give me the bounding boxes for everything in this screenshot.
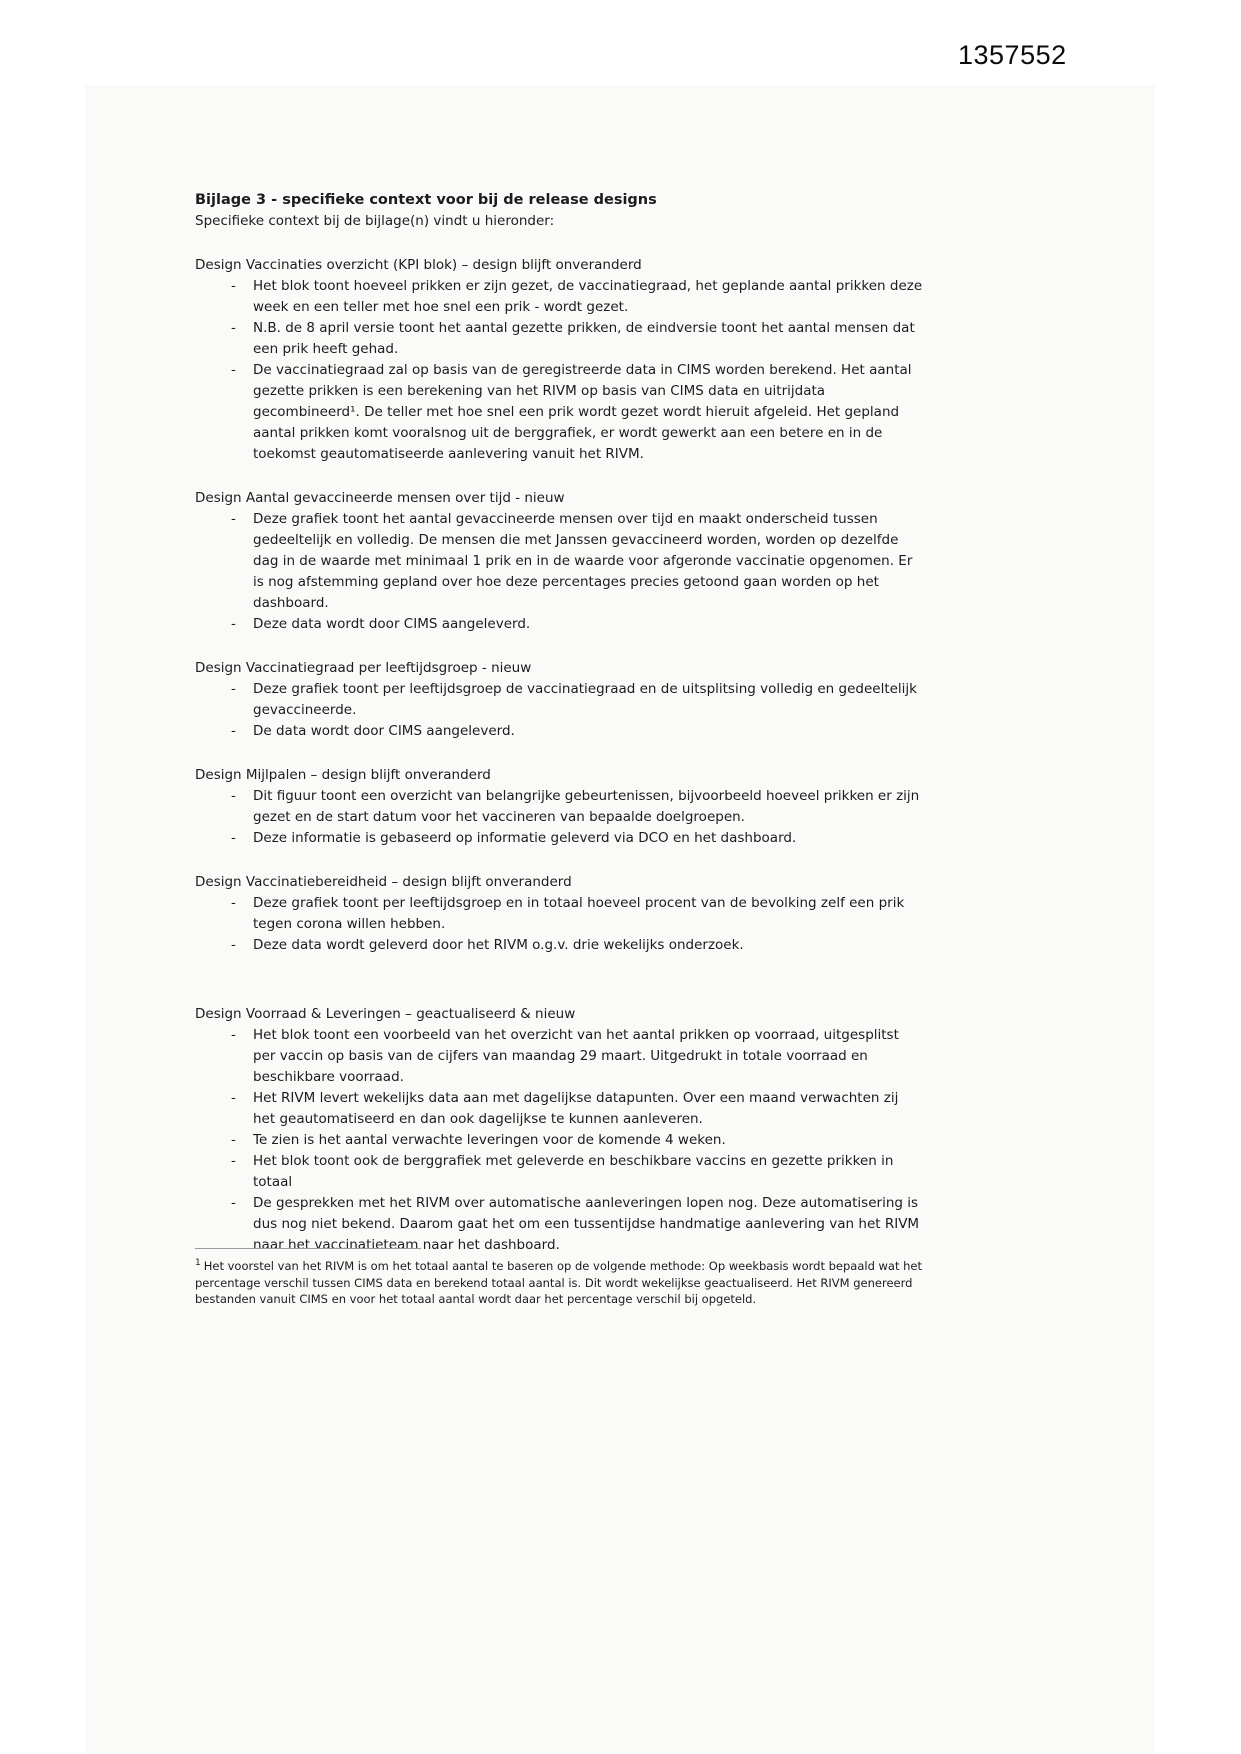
bullet-dash: - (231, 937, 236, 953)
bullet-text: Deze data wordt geleverd door het RIVM o.g.v. drie wekelijks onderzoek. (253, 937, 744, 953)
bullet-text: Het blok toont een voorbeeld van het overzicht van het aantal prikken op voorraad, uitgesplitst per vaccin op basis van de cijfers van maandag 29 maart. Uitgedrukt in totale voorraad en beschikbare voorraad. (253, 1027, 899, 1085)
bullet-dash: - (231, 788, 236, 804)
bullet-text: Deze grafiek toont per leeftijdsgroep de vaccinatiegraad en de uitsplitsing volledig en gedeeltelijk gevaccineerde. (253, 681, 917, 718)
bullet-text: Het RIVM levert wekelijks data aan met dagelijkse datapunten. Over een maand verwachten zij het geautomatiseerd en dan ook dagelijkse te kunnen aanleveren. (253, 1090, 899, 1127)
bullet-text: De gesprekken met het RIVM over automatische aanleveringen lopen nog. Deze automatisering is dus nog niet bekend. Daarom gaat het om een tussentijdse handmatige aanlevering van het RIVM naar het vaccinatieteam naar het dashboard. (253, 1195, 920, 1253)
section-heading: Design Vaccinaties overzicht (KPI blok) – design blijft onveranderd (195, 257, 642, 273)
section-heading: Design Aantal gevaccineerde mensen over tijd - nieuw (195, 490, 565, 506)
bullet-text: De data wordt door CIMS aangeleverd. (253, 723, 515, 739)
section-heading: Design Vaccinatiegraad per leeftijdsgroep - nieuw (195, 660, 532, 676)
footnote-text: Het voorstel van het RIVM is om het totaal aantal te baseren op de volgende methode: Op weekbasis wordt bepaald wat het percentage verschil tussen CIMS data en berekend totaal aantal is. Dit wordt wekelijkse geactualiseerd. Het RIVM genereerd bestanden vanuit CIMS en voor het totaal aantal wordt daar het percentage verschil bij opgeteld. (195, 1259, 923, 1306)
document-number: 1357552 (958, 40, 1067, 70)
bullet-text: Deze data wordt door CIMS aangeleverd. (253, 616, 531, 632)
bullet-dash: - (231, 1027, 236, 1043)
bullet-item (195, 679, 923, 721)
bullet-dash: - (231, 830, 236, 846)
bullet-item (195, 614, 923, 635)
bullet-item (195, 935, 923, 956)
bullet-text: Dit figuur toont een overzicht van belangrijke gebeurtenissen, bijvoorbeeld hoeveel prikken er zijn gezet en de start datum voor het vaccineren van bepaalde doelgroepen. (253, 788, 920, 825)
bullet-item (195, 1130, 923, 1151)
bullet-item (195, 721, 923, 742)
document-subtitle: Specifieke context bij de bijlage(n) vindt u hieronder: (195, 213, 555, 229)
footnote-text-block (195, 1258, 927, 1308)
bullet-dash: - (231, 320, 236, 336)
section (195, 765, 923, 849)
footnote-divider (195, 1248, 421, 1249)
bullet-text: Deze informatie is gebaseerd op informatie geleverd via DCO en het dashboard. (253, 830, 797, 846)
section (195, 872, 923, 956)
section (195, 255, 923, 465)
bullet-item (195, 1193, 923, 1256)
bullet-item (195, 1025, 923, 1088)
bullet-item (195, 276, 923, 318)
bullet-item (195, 786, 923, 828)
bullet-item (195, 828, 923, 849)
bullet-text: Te zien is het aantal verwachte leveringen voor de komende 4 weken. (253, 1132, 726, 1148)
bullet-dash: - (231, 1153, 236, 1169)
bullet-text: Het blok toont hoeveel prikken er zijn gezet, de vaccinatiegraad, het geplande aantal prikken deze week en een teller met hoe snel een prik - wordt gezet. (253, 278, 923, 315)
bullet-dash: - (231, 511, 236, 527)
footnote-marker: 1 (195, 1258, 201, 1269)
bullet-dash: - (231, 723, 236, 739)
bullet-item (195, 360, 923, 465)
bullet-item (195, 1151, 923, 1193)
document-title: Bijlage 3 - specifieke context voor bij de release designs (195, 192, 657, 208)
bullet-item (195, 893, 923, 935)
section (195, 658, 923, 742)
bullet-dash: - (231, 616, 236, 632)
section-heading: Design Mijlpalen – design blijft onveranderd (195, 767, 491, 783)
section (195, 1004, 923, 1256)
bullet-text: Deze grafiek toont het aantal gevaccineerde mensen over tijd en maakt onderscheid tussen gedeeltelijk en volledig. De mensen die met Janssen gevaccineerd worden, worden op dezelfde dag in de waarde met minimaal 1 prik en in de waarde voor afgeronde vaccinatie opgenomen. Er is nog afstemming gepland over hoe deze percentages precies getoond gaan worden op het dashboard. (253, 511, 913, 611)
bullet-dash: - (231, 1195, 236, 1211)
bullet-text: Het blok toont ook de berggrafiek met geleverde en beschikbare vaccins en gezette prikken in totaal (253, 1153, 894, 1190)
section-heading: Design Voorraad & Leveringen – geactualiseerd & nieuw (195, 1006, 576, 1022)
bullet-dash: - (231, 895, 236, 911)
bullet-text: De vaccinatiegraad zal op basis van de geregistreerde data in CIMS worden berekend. Het aantal gezette prikken is een berekening van het RIVM op basis van CIMS data en uitrijdata gecombineerd¹. De teller met hoe snel een prik wordt gezet wordt hieruit afgeleid. Het gepland aantal prikken komt vooralsnog uit de berggrafiek, er wordt gewerkt aan een betere en in de toekomst geautomatiseerde aanlevering vanuit het RIVM. (253, 362, 912, 462)
document-content (195, 190, 923, 1256)
bullet-dash: - (231, 362, 236, 378)
bullet-item (195, 318, 923, 360)
bullet-dash: - (231, 1090, 236, 1106)
bullet-dash: - (231, 1132, 236, 1148)
section (195, 488, 923, 635)
bullet-text: N.B. de 8 april versie toont het aantal gezette prikken, de eindversie toont het aantal mensen dat een prik heeft gehad. (253, 320, 915, 357)
bullet-dash: - (231, 681, 236, 697)
bullet-item (195, 509, 923, 614)
bullet-item (195, 1088, 923, 1130)
bullet-text: Deze grafiek toont per leeftijdsgroep en in totaal hoeveel procent van de bevolking zelf een prik tegen corona willen hebben. (253, 895, 905, 932)
sections-container (195, 255, 923, 1256)
footnote (195, 1248, 927, 1308)
bullet-dash: - (231, 278, 236, 294)
section-heading: Design Vaccinatiebereidheid – design blijft onveranderd (195, 874, 572, 890)
